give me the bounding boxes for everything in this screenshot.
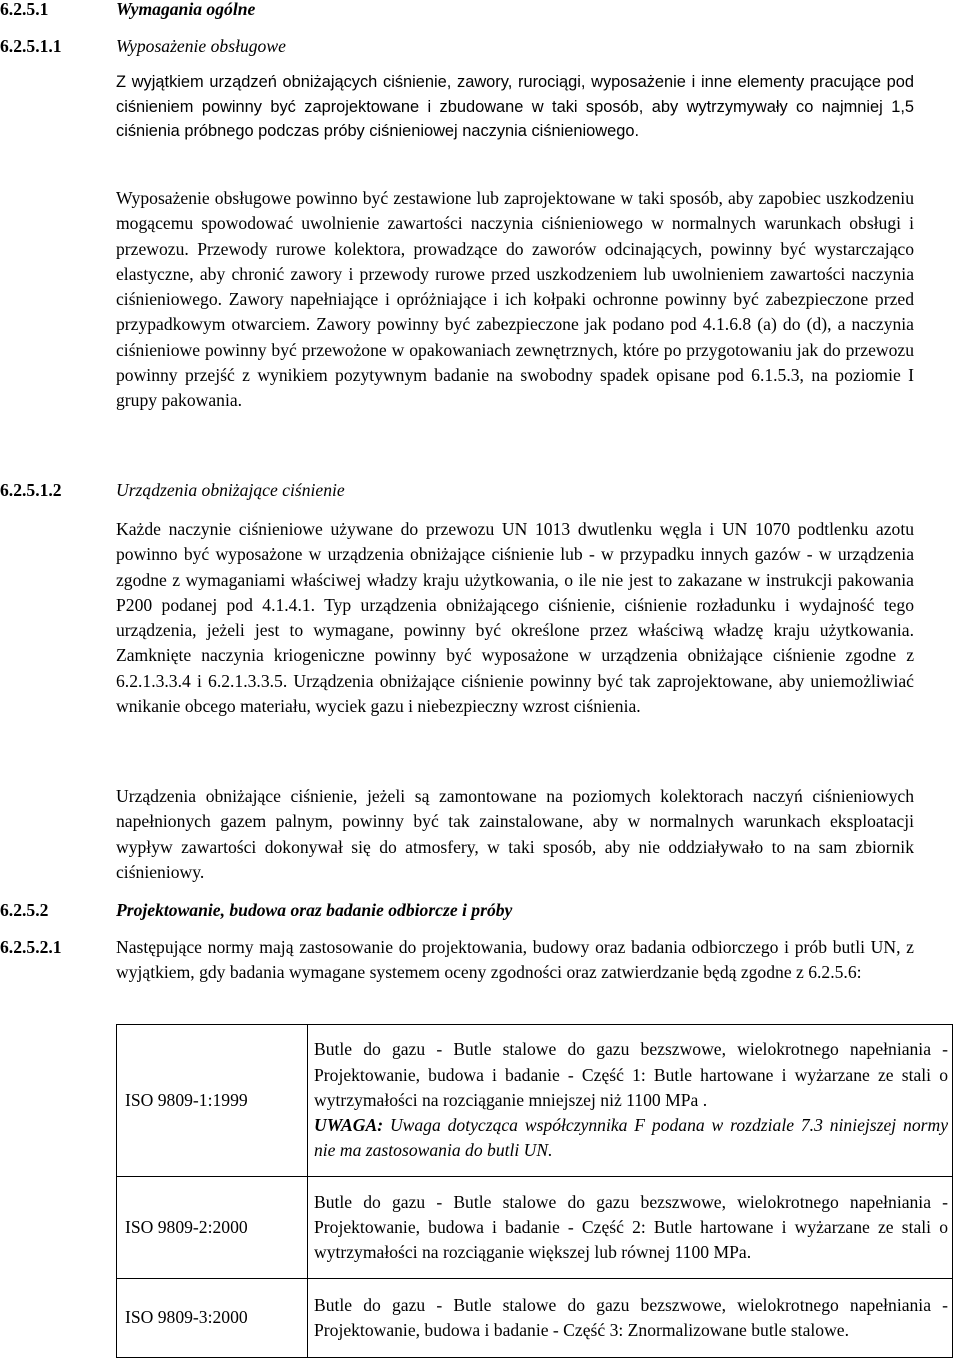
note [314,1115,948,1160]
standard-description-cell [308,1025,953,1177]
section-number: 6.2.5.2 [0,900,49,920]
section-title: Wymagania ogólne [116,0,256,19]
note-label: UWAGA: [314,1115,384,1136]
note-text: Uwaga dotycząca współczynnika F podana w rozdziale 7.3 niniejszej normy nie ma zastosowania do butli UN. [314,1115,948,1161]
standard-code: ISO 9809-2:2000 [117,1177,308,1279]
table-row [117,1025,953,1177]
subsection-title: Wyposażenie obsługowe [116,36,286,56]
subsection-number: 6.2.5.1.2 [0,480,62,500]
subsection-title: Urządzenia obniżające ciśnienie [116,480,345,500]
section-number: 6.2.5.1 [0,0,49,19]
paragraph: Wyposażenie obsługowe powinno być zestawione lub zaprojektowane w taki sposób, aby zapobiec uszkodzeniu mogącemu spowodować uwolnienie zawartości naczynia ciśnieniowego w normalnych warunkach obsługi i przewozu. Przewody rurowe kolektora, prowadzące do zaworów odcinających, powinny być wystarczająco elastyczne, aby chronić zawory i przewody rurowe przed uszkodzeniem lub uwolnieniem zawartości naczynia ciśnieniowego. Zawory napełniające i opróżniające i ich kołpaki ochronne powinny być zabezpieczone przed przypadkowym otwarciem. Zawory powinny być zabezpieczone jak podano pod 4.1.6.8 (a) do (d), a naczynia ciśnieniowe powinny być przewożone w opakowaniach zewnętrznych, które po przygotowaniu jak do przewozu powinny przejść z wynikiem pozytywnym badanie na swobodny spadek opisane pod 6.1.5.3, na poziomie I grupy pakowania. [116,188,914,411]
standard-code: ISO 9809-1:1999 [117,1025,308,1177]
table-row [117,1177,953,1279]
paragraph: Urządzenia obniżające ciśnienie, jeżeli są zamontowane na poziomych kolektorach naczyń ciśnieniowych napełnionych gazem palnym, powinny być tak zainstalowane, aby w normalnych warunkach eksploatacji wypływ zawartości dokonywał się do atmosfery, w taki sposób, aby nie oddziaływało to na sam zbiornik ciśnieniowy. [116,786,914,882]
standard-description: Butle do gazu - Butle stalowe do gazu bezszwowe, wielokrotnego napełniania - Projektowanie, budowa i badanie - Część 3: Znormalizowane butle stalowe. [308,1279,953,1358]
standard-description: Butle do gazu - Butle stalowe do gazu bezszwowe, wielokrotnego napełniania - Projektowanie, budowa i badanie - Część 2: Butle hartowane i wyżarzane ze stali o wytrzymałości na rozciąganie większej lub równej 1100 MPa. [308,1177,953,1279]
standards-table [116,1024,953,1358]
section-title: Projektowanie, budowa oraz badanie odbiorcze i próby [116,900,513,920]
standard-description: Butle do gazu - Butle stalowe do gazu bezszwowe, wielokrotnego napełniania - Projektowanie, budowa i badanie - Część 1: Butle hartowane i wyżarzane ze stali o wytrzymałości na rozciąganie mniejszej niż 1100 MPa . [314,1039,948,1110]
table-row [117,1279,953,1358]
subsection-number: 6.2.5.2.1 [0,937,62,957]
paragraph: Każde naczynie ciśnieniowe używane do przewozu UN 1013 dwutlenku węgla i UN 1070 podtlenku azotu powinno być wyposażone w urządzenia obniżające ciśnienie lub - w przypadku innych gazów - w urządzenia zgodne z wymaganiami właściwej władzy kraju użytkowania, o ile nie jest to zakazane w instrukcji pakowania P200 podanej pod 4.1.4.1. Typ urządzenia obniżającego ciśnienie, ciśnienie rozładunku i wydajność tego urządzenia, jeżeli jest to wymagane, powinny być określone przez właściwą władzę kraju użytkowania. Zamknięte naczynia kriogeniczne powinny być wyposażone w urządzenia obniżające ciśnienie zgodne z 6.2.1.3.3.4 i 6.2.1.3.3.5. Urządzenia obniżające ciśnienie powinny być tak zaprojektowane, aby uniemożliwiać wnikanie obcego materiału, wyciek gazu i niebezpieczny wzrost ciśnienia. [116,519,914,717]
paragraph: Następujące normy mają zastosowanie do projektowania, budowy oraz badania odbiorczego i prób butli UN, z wyjątkiem, gdy badania wymagane systemem oceny zgodności oraz zatwierdzanie będą zgodne z 6.2.5.6: [116,937,914,983]
standard-code: ISO 9809-3:2000 [117,1279,308,1358]
paragraph: Z wyjątkiem urządzeń obniżających ciśnienie, zawory, rurociągi, wyposażenie i inne elementy pracujące pod ciśnieniem powinny być zaprojektowane i zbudowane w taki sposób, aby wytrzymywały co najmniej 1,5 ciśnienia próbnego podczas próby ciśnieniowej naczynia ciśnieniowego. [116,73,914,140]
subsection-number: 6.2.5.1.1 [0,36,62,56]
